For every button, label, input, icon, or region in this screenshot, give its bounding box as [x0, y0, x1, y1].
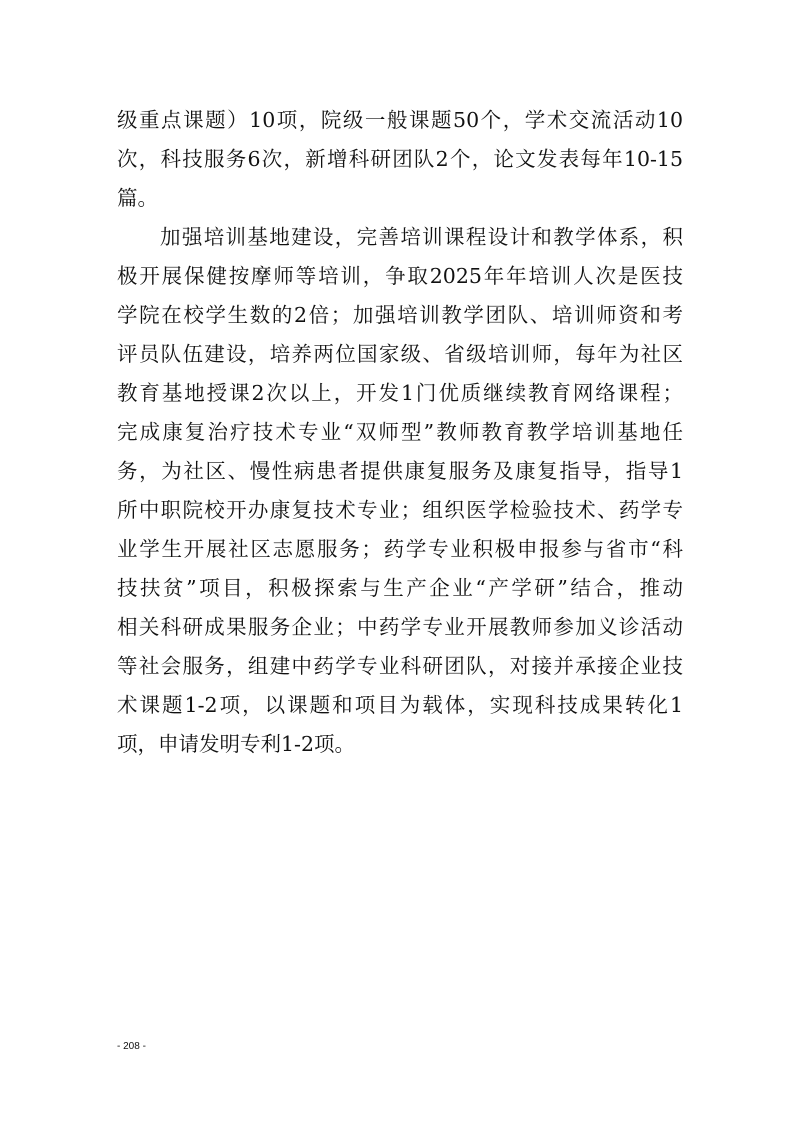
text-line-6: 学院在校学生数的2倍；加强培训教学团队、培训师资和考 — [117, 303, 683, 327]
text-line-3: 篇。 — [117, 186, 158, 210]
text-line-12: 业学生开展社区志愿服务；药学专业积极申报参与省市“科 — [117, 537, 683, 561]
text-line-16: 术课题1-2项，以课题和项目为载体，实现科技成果转化1 — [117, 693, 683, 717]
text-line-14: 相关科研成果服务企业；中药学专业开展教师参加义诊活动 — [117, 615, 683, 639]
text-line-2: 次，科技服务6次，新增科研团队2个，论文发表每年10-15 — [117, 147, 683, 171]
text-line-15: 等社会服务，组建中药学专业科研团队，对接并承接企业技 — [117, 654, 683, 678]
text-line-4: 加强培训基地建设，完善培训课程设计和教学体系，积 — [160, 225, 683, 249]
text-line-5: 极开展保健按摩师等培训，争取2025年年培训人次是医技 — [117, 264, 683, 288]
text-line-8: 教育基地授课2次以上，开发1门优质继续教育网络课程； — [117, 381, 683, 405]
text-line-17: 项，申请发明专利1-2项。 — [117, 732, 356, 756]
page-number: - 208 - — [117, 1041, 146, 1052]
text-line-7: 评员队伍建设，培养两位国家级、省级培训师，每年为社区 — [117, 342, 683, 366]
text-line-1: 级重点课题）10项，院级一般课题50个，学术交流活动10 — [117, 108, 683, 132]
text-line-9: 完成康复治疗技术专业“双师型”教师教育教学培训基地任 — [117, 420, 683, 444]
text-line-10: 务，为社区、慢性病患者提供康复服务及康复指导，指导1 — [117, 459, 683, 483]
text-line-13: 技扶贫”项目，积极探索与生产企业“产学研”结合，推动 — [117, 576, 683, 600]
text-line-11: 所中职院校开办康复技术专业；组织医学检验技术、药学专 — [117, 498, 683, 522]
